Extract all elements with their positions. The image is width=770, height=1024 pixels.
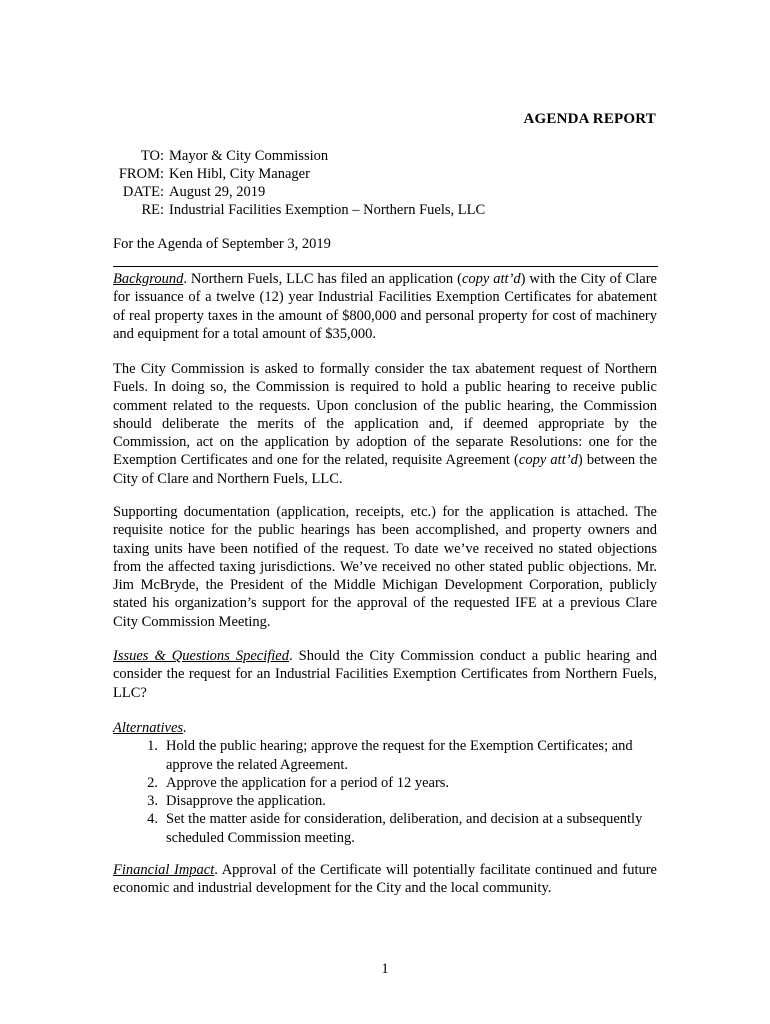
memo-to [112,147,485,165]
memo-to-value: Mayor & City Commission [169,148,329,164]
issues-paragraph [113,647,657,702]
memo-date-value: August 29, 2019 [169,184,266,200]
background-text-a: . Northern Fuels, LLC has filed an application ( [183,271,462,287]
memo-to-label: TO: [140,148,164,164]
memo-date-label: DATE: [122,184,164,200]
issues-text: . Should the City Commission conduct a public hearing and consider the request for an Industrial Facilities Exemption Certificates from Northern Fuels, LLC? [113,648,657,701]
financial-text: . Approval of the Certificate will potentially facilitate continued and future economic and industrial development for the City and the local community. [113,862,657,897]
memo-re-label: RE: [141,202,164,218]
supporting-paragraph: Supporting documentation (application, receipts, etc.) for the application is attached. The requisite notice for the public hearings has been accomplished, and property owners and taxing units have been notified of the request. To date we’ve received no stated objections from the affected taxing jurisdictions. We’ve received no other stated public objections. Mr. Jim McBryde, the President of the Middle Michigan Development Corporation, publicly stated his organization’s support for the approval of the requested IFE at a previous Clare City Commission Meeting. [113,504,657,630]
alternatives-list [113,737,657,847]
list-item [113,792,657,810]
financial-paragraph [113,861,657,898]
background-heading: Background [113,271,184,287]
list-item-number: 3. [147,793,158,810]
alternatives-heading-suffix: . [183,720,187,736]
commission-italic: copy att’d [518,452,578,469]
report-title: AGENDA REPORT [523,111,656,127]
list-item-text: Disapprove the application. [166,793,326,810]
commission-text-b: ) between the City of Clare and Northern Fuels, LLC. [113,452,658,487]
commission-paragraph [113,360,657,488]
background-text-b: ) with the City of Clare for issuance of a twelve (12) year Industrial Facilities Exemption Certificates for abatement of real property taxes in the amount of $800,000 and personal property for cost of machinery and equipment for a total amount of $35,000. [113,271,657,342]
list-item-number: 1. [147,738,158,755]
list-item-text: Set the matter aside for consideration, deliberation, and decision at a subsequently scheduled Commission meeting. [166,811,643,846]
list-item [113,737,657,774]
memo-date [112,183,485,201]
memo-header [112,147,485,219]
list-item-number: 4. [147,811,158,828]
page-number: 1 [381,961,389,977]
list-item [113,774,657,792]
commission-text-a: The City Commission is asked to formally consider the tax abatement request of Northern Fuels. In doing so, the Commission is required to hold a public hearing to receive public comment related to the requests. Upon conclusion of the public hearing, the Commission should deliberate the merits of the application and, if deemed appropriate by the Commission, act on the application by adoption of the separate Resolutions: one for the Exemption Certificates and one for the related, requisite Agreement ( [113,361,657,469]
memo-from-label: FROM: [118,166,164,182]
agenda-date-line: For the Agenda of September 3, 2019 [113,236,331,252]
background-italic: copy att’d [461,271,521,287]
background-paragraph [113,270,657,343]
alternatives-section [113,719,657,847]
alternatives-heading-line [113,719,657,737]
memo-from [112,165,485,183]
memo-from-value: Ken Hibl, City Manager [169,166,310,182]
memo-re [112,201,485,219]
divider [113,266,658,267]
issues-heading: Issues & Questions Specified [113,648,289,664]
list-item-number: 2. [147,774,158,791]
financial-heading: Financial Impact [113,862,215,878]
list-item [113,810,657,847]
memo-re-value: Industrial Facilities Exemption – Northern Fuels, LLC [169,202,486,218]
alternatives-heading: Alternatives [113,720,184,736]
list-item-text: Hold the public hearing; approve the request for the Exemption Certificates; and approve the related Agreement. [166,738,633,773]
list-item-text: Approve the application for a period of 12 years. [166,774,450,791]
